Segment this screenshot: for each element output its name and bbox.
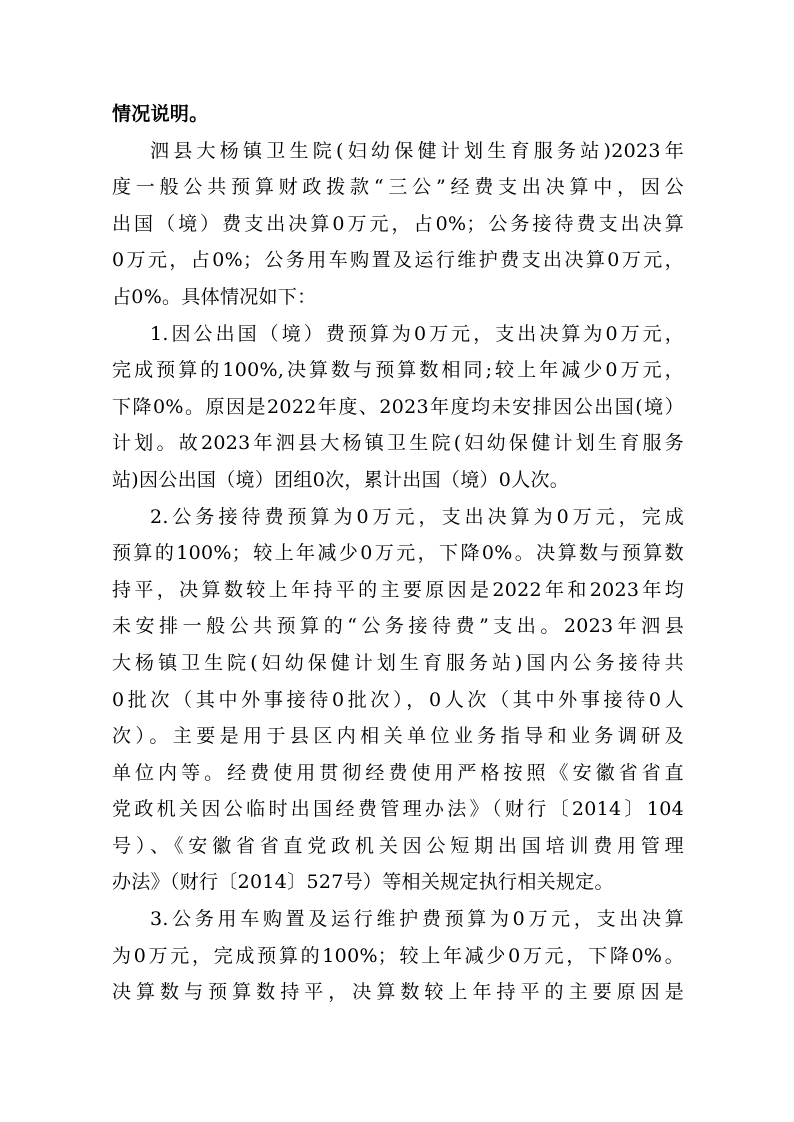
paragraph-overseas-line: 下降0%。原因是2022年度、2023年度均未安排因公出国(境） xyxy=(112,395,684,418)
paragraph-intro-line: 泗县大杨镇卫生院(妇幼保健计划生育服务站)2023年 xyxy=(150,139,684,162)
section-heading: 情况说明。 xyxy=(112,103,209,125)
paragraph-intro-line: 度一般公共预算财政拨款“三公”经费支出决算中，因公 xyxy=(112,176,684,199)
paragraph-overseas-line: 完成预算的100%,决算数与预算数相同;较上年减少0万元， xyxy=(112,359,684,382)
paragraph-vehicle-line: 为0万元，完成预算的100%；较上年减少0万元，下降0%。 xyxy=(112,944,684,967)
paragraph-reception-line: 号）、《安徽省省直党政机关因公短期出国培训费用管理 xyxy=(112,834,684,857)
paragraph-vehicle-line: 决算数与预算数持平，决算数较上年持平的主要原因是 xyxy=(112,981,684,1004)
paragraph-reception-line: 预算的100%；较上年减少0万元，下降0%。决算数与预算数 xyxy=(112,542,684,565)
paragraph-reception-line: 持平，决算数较上年持平的主要原因是2022年和2023年均 xyxy=(112,578,684,601)
paragraph-reception-line: 0批次（其中外事接待0批次），0人次（其中外事接待0人 xyxy=(112,688,684,711)
paragraph-overseas-line: 1.因公出国（境）费预算为0万元，支出决算为0万元， xyxy=(150,322,684,345)
paragraph-intro-line: 占0%。具体情况如下： xyxy=(112,285,317,308)
paragraph-reception-line: 党政机关因公临时出国经费管理办法》（财行〔2014〕104 xyxy=(112,798,684,821)
paragraph-vehicle-line: 3.公务用车购置及运行维护费预算为0万元，支出决算 xyxy=(150,908,684,931)
paragraph-intro-line: 0万元，占0%；公务用车购置及运行维护费支出决算0万元， xyxy=(112,249,684,272)
paragraph-overseas-line: 站)因公出国（境）团组0次，累计出国（境）0人次。 xyxy=(112,468,570,491)
paragraph-reception-line: 办法》（财行〔2014〕527号）等相关规定执行相关规定。 xyxy=(112,871,614,894)
paragraph-reception-line: 大杨镇卫生院(妇幼保健计划生育服务站)国内公务接待共 xyxy=(112,651,684,674)
paragraph-reception-line: 未安排一般公共预算的“公务接待费”支出。2023年泗县 xyxy=(112,615,684,638)
paragraph-overseas-line: 计划。故2023年泗县大杨镇卫生院(妇幼保健计划生育服务 xyxy=(112,432,684,455)
paragraph-reception-line: 2.公务接待费预算为0万元，支出决算为0万元，完成 xyxy=(150,505,684,528)
paragraph-reception-line: 单位内等。经费使用贯彻经费使用严格按照《安徽省省直 xyxy=(112,761,684,784)
paragraph-reception-line: 次）。主要是用于县区内相关单位业务指导和业务调研及 xyxy=(112,725,684,748)
document-body xyxy=(112,96,684,1011)
paragraph-intro-line: 出国（境）费支出决算0万元，占0%；公务接待费支出决算 xyxy=(112,212,684,235)
